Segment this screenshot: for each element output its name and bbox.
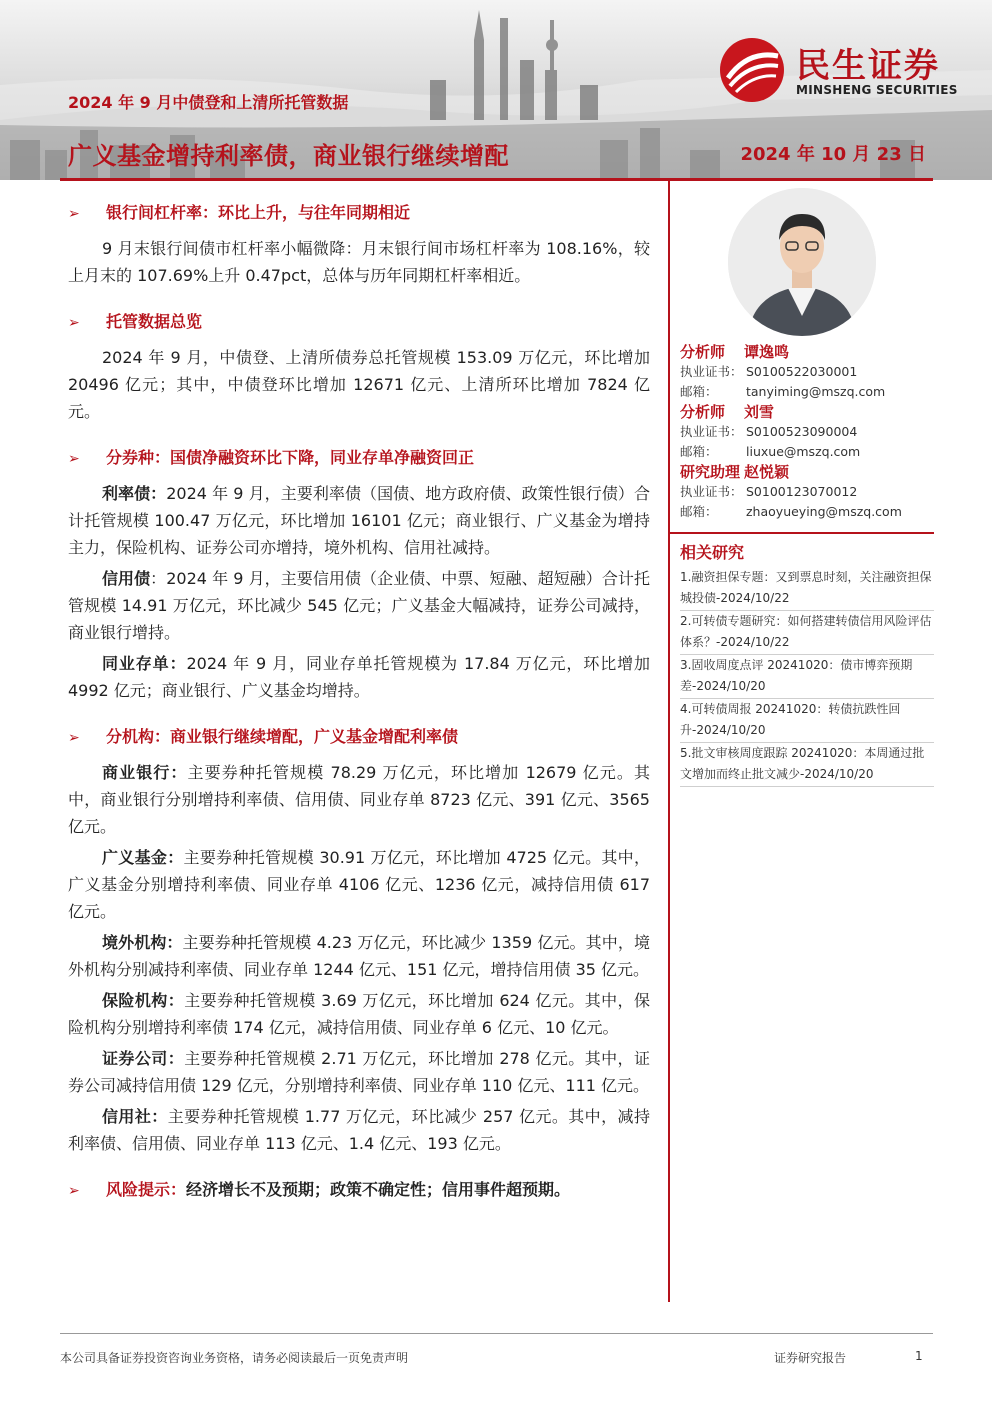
- section-paragraph: 保险机构：主要券种托管规模 3.69 万亿元，环比增加 624 亿元。其中，保险机构分别增持利率债 174 亿元，减持信用债、同业存单 6 亿元、10 亿元。: [68, 991, 650, 1037]
- report-subtitle: 2024 年 9 月中债登和上清所托管数据: [68, 93, 349, 112]
- risk-text: 经济增长不及预期；政策不确定性；信用事件超预期。: [186, 1180, 571, 1199]
- analyst-role: 研究助理: [680, 463, 741, 481]
- section-by-institution: [68, 724, 650, 1157]
- analyst-cert: S0100522030001: [746, 364, 858, 379]
- analyst-email: zhaoyueying@mszq.com: [746, 504, 902, 519]
- analyst-name: 刘雪: [744, 403, 775, 421]
- section-risk: [68, 1177, 650, 1204]
- section-paragraph: 信用债：2024 年 9 月，主要信用债（企业债、中票、短融、超短融）合计托管规模 14.91 万亿元，环比减少 545 亿元；广义基金大幅减持，证券公司减持，商业银行增持。: [68, 569, 650, 642]
- analyst-role: 分析师: [680, 343, 726, 361]
- section-paragraph: 广义基金：主要券种托管规模 30.91 万亿元，环比增加 4725 亿元。其中，广义基金分别增持利率债、同业存单 4106 亿元、1236 亿元，减持信用债 617 亿元。: [68, 848, 650, 921]
- analyst-cert: S0100123070012: [746, 484, 858, 499]
- section-heading: 托管数据总览: [106, 312, 203, 331]
- bullet-arrow-icon: ➢: [68, 206, 80, 222]
- related-research-list: [680, 567, 934, 787]
- related-research-item: 5.批文审核周度跟踪 20241020：本周通过批文增加而终止批文减少-2024/10/20: [680, 743, 934, 787]
- sidebar: [680, 342, 934, 787]
- related-divider: [668, 532, 934, 534]
- minsheng-logo-icon: [718, 36, 786, 104]
- analyst-email: tanyiming@mszq.com: [746, 384, 886, 399]
- related-research-item: 2.可转债专题研究：如何搭建转债信用风险评估体系？-2024/10/22: [680, 611, 934, 655]
- analyst-block: 研究助理 赵悦颖 执业证书： S0100123070012 邮箱： zhaoyueying@mszq.com: [680, 463, 902, 519]
- report-date: 2024 年 10 月 23 日: [740, 144, 926, 165]
- section-heading: 分机构：商业银行继续增配，广义基金增配利率债: [106, 727, 459, 746]
- bullet-arrow-icon: ➢: [68, 730, 80, 746]
- logo-chinese-name: 民生证券: [796, 46, 940, 86]
- related-research-item: 1.融资担保专题：又到票息时刻，关注融资担保城投债-2024/10/22: [680, 567, 934, 611]
- analyst-block: 分析师 谭逸鸣 执业证书： S0100522030001 邮箱： tanyiming@mszq.com: [680, 343, 886, 399]
- analyst-role: 分析师: [680, 403, 726, 421]
- header-divider: [60, 178, 933, 181]
- bullet-arrow-icon: ➢: [68, 1183, 80, 1199]
- analyst-name: 谭逸鸣: [744, 343, 790, 361]
- analyst-cert: S0100523090004: [746, 424, 858, 439]
- section-paragraph: 证券公司：主要券种托管规模 2.71 万亿元，环比增加 278 亿元。其中，证券公司减持信用债 129 亿元，分别增持利率债、同业存单 110 亿元、111 亿元。: [68, 1049, 650, 1095]
- report-title: 广义基金增持利率债，商业银行继续增配: [68, 142, 509, 170]
- section-paragraph: 9 月末银行间债市杠杆率小幅微降：月末银行间市场杠杆率为 108.16%，较上月末的 107.69%上升 0.47pct，总体与历年同期杠杆率相近。: [68, 239, 650, 285]
- person-avatar-icon: [728, 188, 876, 336]
- footer-disclaimer: 本公司具备证券投资咨询业务资格，请务必阅读最后一页免责声明: [60, 1351, 409, 1365]
- section-paragraph: 利率债：2024 年 9 月，主要利率债（国债、地方政府债、政策性银行债）合计托管规模 100.47 万亿元，环比增加 16101 亿元；商业银行、广义基金为增持主力，保险机构、证券公司亦增持，境外机构、信用社减持。: [68, 484, 650, 557]
- section-heading: 分券种：国债净融资环比下降，同业存单净融资回正: [106, 448, 475, 467]
- analyst-email: liuxue@mszq.com: [746, 444, 861, 459]
- company-logo: [718, 36, 968, 106]
- bullet-arrow-icon: ➢: [68, 315, 80, 331]
- risk-label: 风险提示：: [106, 1180, 187, 1199]
- section-paragraph: 境外机构：主要券种托管规模 4.23 万亿元，环比减少 1359 亿元。其中，境外机构分别减持利率债、同业存单 1244 亿元、151 亿元，增持信用债 35 亿元。: [68, 933, 650, 979]
- related-research-item: 3.固收周度点评 20241020：债市博弈预期差-2024/10/20: [680, 655, 934, 699]
- section-by-bond-type: [68, 445, 650, 704]
- footer-doc-type: 证券研究报告: [774, 1351, 847, 1365]
- section-paragraph: 商业银行：主要券种托管规模 78.29 万亿元，环比增加 12679 亿元。其中，商业银行分别增持利率债、信用债、同业存单 8723 亿元、391 亿元、3565 亿元。: [68, 763, 650, 836]
- related-research-heading: 相关研究: [680, 543, 745, 562]
- bullet-arrow-icon: ➢: [68, 451, 80, 467]
- section-paragraph: 信用社：主要券种托管规模 1.77 万亿元，环比减少 257 亿元。其中，减持利率债、信用债、同业存单 113 亿元、1.4 亿元、193 亿元。: [68, 1107, 650, 1153]
- analyst-block: 分析师 刘雪 执业证书： S0100523090004 邮箱： liuxue@mszq.com: [680, 403, 861, 459]
- section-leverage: [68, 200, 650, 289]
- section-paragraph: 2024 年 9 月，中债登、上清所债券总托管规模 153.09 万亿元，环比增加 20496 亿元；其中，中债登环比增加 12671 亿元、上清所环比增加 7824 亿元。: [68, 348, 650, 421]
- analyst-name: 赵悦颖: [744, 463, 790, 481]
- logo-english-name: MINSHENG SECURITIES: [796, 83, 958, 97]
- section-custody-overview: [68, 309, 650, 425]
- main-content: [68, 200, 650, 1224]
- section-paragraph: 同业存单：2024 年 9 月，同业存单托管规模为 17.84 万亿元，环比增加 4992 亿元；商业银行、广义基金均增持。: [68, 654, 650, 700]
- column-divider: [668, 180, 670, 1302]
- footer-divider: [60, 1333, 933, 1334]
- page-number: 1: [915, 1349, 923, 1363]
- analyst-photo: [728, 188, 876, 336]
- report-header: [0, 0, 992, 180]
- related-research-item: 4.可转债周报 20241020：转债抗跌性回升-2024/10/20: [680, 699, 934, 743]
- section-heading: 银行间杠杆率：环比上升，与往年同期相近: [106, 203, 411, 222]
